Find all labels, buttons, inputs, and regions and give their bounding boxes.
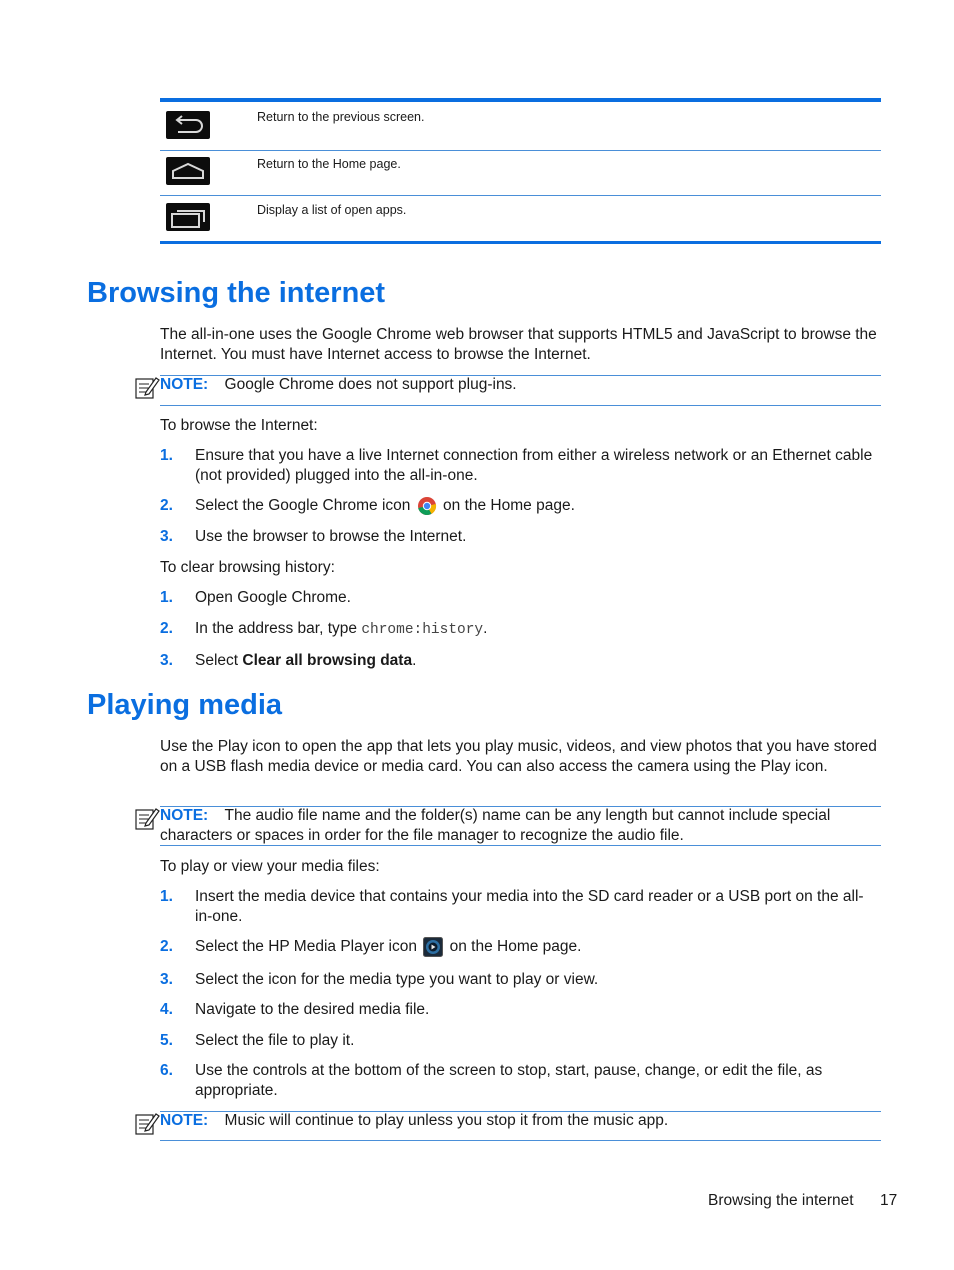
note-label: NOTE: xyxy=(160,1112,209,1129)
section-title-media: Playing media xyxy=(87,689,283,721)
table-row-text: Display a list of open apps. xyxy=(257,203,407,217)
note-bottom-rule xyxy=(160,845,881,846)
table-separator xyxy=(160,195,881,196)
step-text: Select the icon for the media type you want to play or view. xyxy=(195,971,599,988)
note-pencil-icon xyxy=(134,1111,160,1137)
step-text-pre: In the address bar, type xyxy=(195,620,357,637)
table-separator xyxy=(160,150,881,151)
step-number: 3. xyxy=(160,652,173,669)
step-text-post: on the Home page. xyxy=(449,938,582,956)
step-number: 2. xyxy=(160,497,173,514)
step-text: Navigate to the desired media file. xyxy=(195,1001,430,1018)
table-row-text: Return to the Home page. xyxy=(257,157,401,171)
step-text xyxy=(195,496,875,516)
recent-apps-icon xyxy=(166,203,210,231)
step-number: 1. xyxy=(160,888,173,905)
table-top-rule xyxy=(160,98,881,102)
back-icon xyxy=(166,111,210,139)
to-clear-label: To clear browsing history: xyxy=(160,559,335,576)
step-number: 1. xyxy=(160,589,173,606)
step-text-pre: Select the Google Chrome icon xyxy=(195,497,411,515)
step-text-post: . xyxy=(483,620,488,637)
note-text: Music will continue to play unless you stop it from the music app. xyxy=(224,1112,669,1129)
step-text: Insert the media device that contains your media into the SD card reader or a USB port on the all-in-one. xyxy=(195,888,864,925)
table-row-text: Return to the previous screen. xyxy=(257,110,425,124)
step-text: Use the browser to browse the Internet. xyxy=(195,528,467,545)
table-bottom-rule xyxy=(160,241,881,244)
step-number: 2. xyxy=(160,620,173,637)
step-text xyxy=(195,651,875,671)
step-number: 3. xyxy=(160,971,173,988)
step-number: 3. xyxy=(160,528,173,545)
note-text: The audio file name and the folder(s) name can be any length but cannot include special characters or spaces in order for the file manager to recognize the audio file. xyxy=(160,807,831,844)
step-text: Open Google Chrome. xyxy=(195,589,351,606)
step-number: 6. xyxy=(160,1062,173,1079)
hp-media-player-icon xyxy=(423,937,443,957)
to-play-label: To play or view your media files: xyxy=(160,858,380,875)
step-text: Use the controls at the bottom of the screen to stop, start, pause, change, or edit the file, as appropriate. xyxy=(195,1062,823,1099)
media-intro: Use the Play icon to open the app that lets you play music, videos, and view photos that you have stored on a USB flash media device or media card. You can also access the camera using the Play icon. xyxy=(160,738,877,775)
note-browsing xyxy=(160,375,885,395)
step-text-post: on the Home page. xyxy=(443,497,575,515)
step-number: 5. xyxy=(160,1032,173,1049)
step-number: 4. xyxy=(160,1001,173,1018)
note-label: NOTE: xyxy=(160,807,209,824)
note-text: Google Chrome does not support plug-ins. xyxy=(224,376,517,393)
step-text-pre: Select the HP Media Player icon xyxy=(195,938,417,956)
footer-section-name: Browsing the internet xyxy=(708,1192,854,1209)
google-chrome-icon xyxy=(417,496,437,516)
to-browse-label: To browse the Internet: xyxy=(160,417,318,434)
note-bottom-rule xyxy=(160,405,881,406)
step-text xyxy=(195,937,875,957)
home-icon xyxy=(166,157,210,185)
step-number: 1. xyxy=(160,447,173,464)
step-text-bold: Clear all browsing data xyxy=(242,652,413,669)
note-media xyxy=(160,806,881,845)
step-text: Select the file to play it. xyxy=(195,1032,355,1049)
step-number: 2. xyxy=(160,938,173,955)
note-label: NOTE: xyxy=(160,376,209,393)
footer-page-number: 17 xyxy=(880,1192,898,1209)
note-bottom-rule xyxy=(160,1140,881,1141)
browsing-intro: The all-in-one uses the Google Chrome web browser that supports HTML5 and JavaScript to browse the Internet. You must have Internet access to browse the Internet. xyxy=(160,326,877,363)
note-pencil-icon xyxy=(134,375,160,401)
step-text-post: . xyxy=(412,652,417,669)
step-text xyxy=(195,619,875,641)
note-music xyxy=(160,1111,885,1131)
note-pencil-icon xyxy=(134,806,160,832)
code-chrome-history: chrome:history xyxy=(361,622,484,638)
step-text-pre: Select xyxy=(195,652,239,669)
step-text: Ensure that you have a live Internet connection from either a wireless network or an Ethernet cable (not provided) plugged into the all-in-one. xyxy=(195,447,873,484)
section-title-browsing: Browsing the internet xyxy=(87,277,386,309)
